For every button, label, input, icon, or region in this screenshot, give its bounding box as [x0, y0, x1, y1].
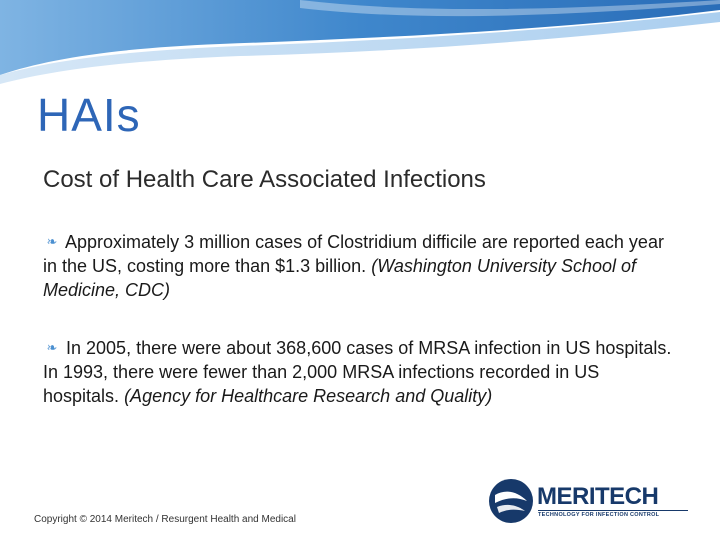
bullet-item	[43, 230, 673, 302]
bullet-text: In 2005, there were about 368,600 cases of MRSA infection in US hospitals. In 1993, there were fewer than 2,000 MRSA infections recorded in US hospitals.	[43, 338, 672, 406]
logo-tagline: TECHNOLOGY FOR INFECTION CONTROL	[538, 510, 688, 518]
bullet-item	[43, 336, 673, 408]
slide-title: HAIs	[37, 89, 141, 141]
bullet-source: (Washington University School of Medicine, CDC)	[43, 256, 636, 300]
bullet-text: Approximately 3 million cases of Clostridium difficile are reported each year in the US, costing more than $1.3 billion.	[43, 232, 664, 276]
wing-bullet-icon: ❧	[46, 340, 58, 355]
header-wave-decoration	[0, 0, 720, 95]
meritech-logo	[487, 477, 692, 527]
slide-subtitle: Cost of Health Care Associated Infections	[43, 166, 486, 193]
wing-bullet-icon: ❧	[46, 234, 58, 249]
footer-copyright: Copyright © 2014 Meritech / Resurgent Health and Medical	[34, 514, 296, 525]
logo-wordmark: MERITECH	[537, 483, 659, 510]
meritech-logo-mark-icon	[487, 477, 535, 525]
bullet-source: (Agency for Healthcare Research and Quality)	[124, 386, 493, 406]
bullet-list	[43, 230, 673, 442]
